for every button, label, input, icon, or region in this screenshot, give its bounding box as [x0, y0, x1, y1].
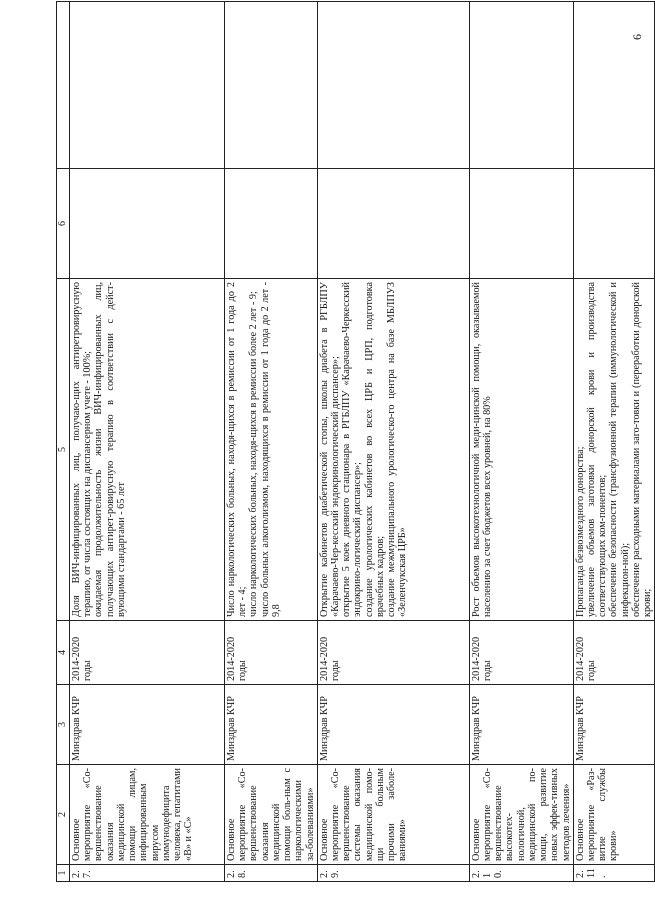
header-cell-1: 1 [57, 865, 70, 882]
table-row [573, 2, 655, 882]
result-item: Доля ВИЧ-инфицированных лиц, получаю-щих антиретровирусную терапию, от числа состоящих на диспансерном учете - 100%; [71, 282, 94, 617]
header-cell-2: 2 [57, 765, 70, 865]
table-row [225, 2, 318, 882]
page-number: 6 [630, 34, 644, 40]
event-cell: Основное мероприятие «Со-вершенствование высокотех-нологичной, медицинской по-мощи, развитие новых эффек-тивных методов лечения» [469, 765, 573, 865]
empty-cell [225, 2, 318, 169]
period-cell: 2014-2020 годы [225, 621, 318, 685]
header-cell-6: 6 [57, 169, 70, 279]
result-item: обеспечение безопасности (трансфузионной терапии (иммунологической и инфекцион-ной); [608, 282, 631, 617]
period-cell: 2014-2020 годы [573, 621, 655, 685]
empty-cell [573, 2, 655, 169]
results-cell [469, 279, 573, 621]
table-row [469, 2, 573, 882]
results-cell [573, 279, 655, 621]
result-item: Рост объемов высокотехнологичной меди-цинской помощи, оказываемой населению за счет бюджетов всех уровней, на 80% [470, 282, 493, 617]
header-cell-5: 5 [57, 279, 70, 621]
rotated-table-wrapper [56, 2, 654, 882]
row-number: 2.11. [573, 865, 655, 882]
empty-cell [573, 169, 655, 279]
period-cell: 2014-2020 годы [469, 621, 573, 685]
activities-table [56, 1, 655, 882]
result-item: число наркологических больных, находя-щихся в ремиссии более 2 лет - 9; [248, 291, 260, 617]
result-item: создание межмуниципального урологическо-го центра на базе МБЛПУЗ «Зеленчукская ЦРБ» [386, 282, 409, 617]
row-number: 2.9. [317, 865, 469, 882]
empty-cell [70, 2, 225, 169]
results-cell [70, 279, 225, 621]
row-number: 2.8. [225, 865, 318, 882]
period-cell: 2014-2020 годы [317, 621, 469, 685]
empty-cell [469, 2, 573, 169]
result-item: ожидаемая продолжительность жизни ВИЧ-инфицированных лиц, получающих антирет-ровирусную терапию в соответствии с дейст-вующими стандартами - 65 лет [93, 282, 127, 617]
table-row [70, 2, 225, 882]
empty-cell [225, 169, 318, 279]
results-cell [225, 279, 318, 621]
result-item: создание урологических кабинетов во всех ЦРБ и ЦРП, подготовка врачебных кадров; [363, 282, 386, 617]
executor-cell: Минздрав КЧР [70, 685, 225, 765]
empty-cell [469, 169, 573, 279]
executor-cell: Минздрав КЧР [469, 685, 573, 765]
header-cell-empty [57, 2, 70, 169]
result-item: Пропаганда безвозмездного донорства; [574, 446, 586, 617]
table-row [317, 2, 469, 882]
event-cell: Основное мероприятие «Со-вершенствование оказания медицинской помощи боль-ным с наркологическими за-болеваниями» [225, 765, 318, 865]
empty-cell [70, 169, 225, 279]
result-item: Число наркологических больных, находя-щихся в ремиссии от 1 года до 2 лет - 4; [226, 282, 249, 617]
executor-cell: Минздрав КЧР [317, 685, 469, 765]
period-cell: 2014-2020 годы [70, 621, 225, 685]
event-cell: Основное мероприятие «Раз-витие службы крови» [573, 765, 655, 865]
header-cell-4: 4 [57, 621, 70, 685]
results-cell [317, 279, 469, 621]
executor-cell: Минздрав КЧР [573, 685, 655, 765]
event-cell: Основное мероприятие «Со-вершенствование системы оказания медицинской помо-щи больным прочими заболе-ваниями» [317, 765, 469, 865]
event-cell: Основное мероприятие «Со-вершенствование оказания медицинской помощи лицам, инфицированным вирусом иммунодефицита человека, гепатитами «В» и «С» [70, 765, 225, 865]
header-cell-3: 3 [57, 685, 70, 765]
result-item: число больных алкоголизмом, находящихся в ремиссии от 1 года до 2 лет - 9,8 [259, 282, 282, 617]
row-number: 2.7. [70, 865, 225, 882]
result-item: открытие 5 коек дневного стационара в РГБЛПУ «Карачаево-Черкесский эндокрино-логический диспансер»; [341, 282, 364, 617]
header-row [57, 2, 70, 882]
result-item: Открытие кабинетов диабетической стопы, школы диабета в РГБЛПУ «Карачаево-Чер-кесский эндокринологический диспансер»; [318, 282, 341, 617]
empty-cell [317, 169, 469, 279]
row-number: 2.10. [469, 865, 573, 882]
result-item: обеспечение расходными материалами заго-товки и (переработки донорской крови; [630, 282, 654, 617]
result-item: увеличение объемов заготовки донорской крови и производства соответствующих ком-понентов; [585, 282, 609, 617]
empty-cell [317, 2, 469, 169]
executor-cell: Минздрав КЧР [225, 685, 318, 765]
